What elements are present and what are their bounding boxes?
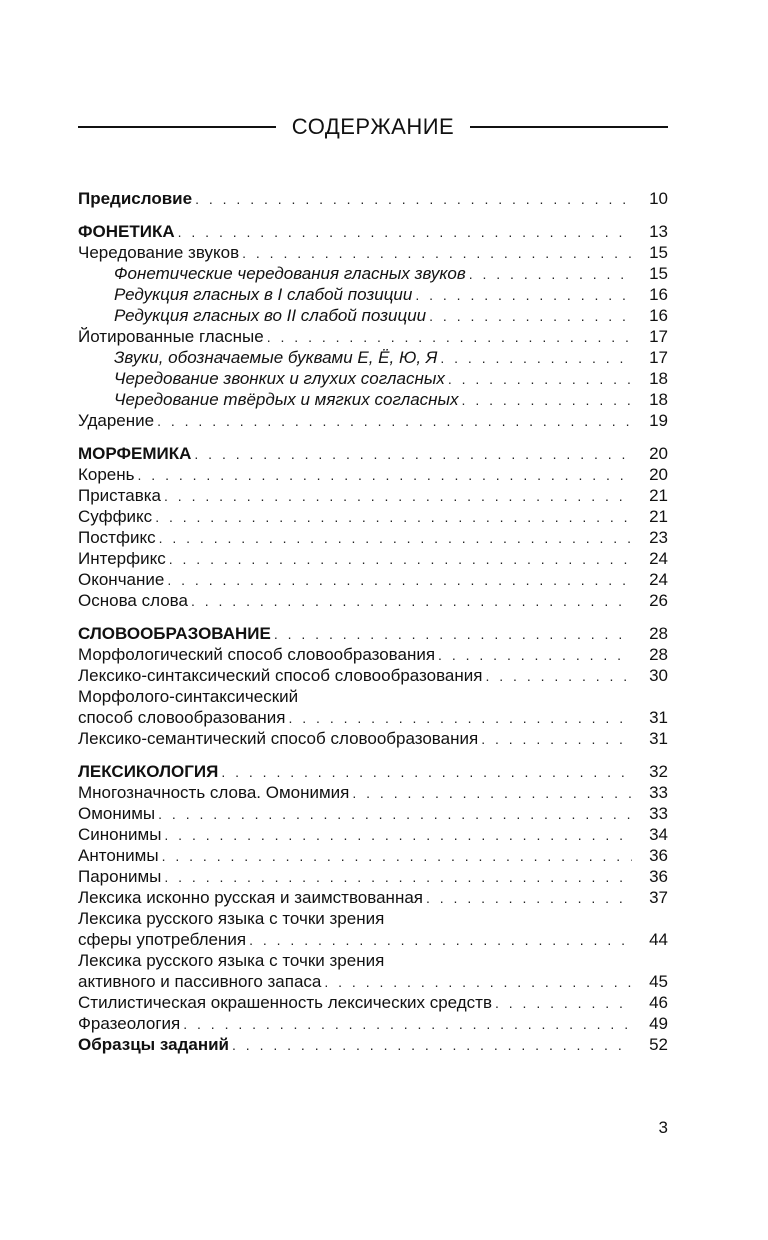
dot-leader bbox=[324, 972, 632, 993]
dot-leader bbox=[221, 762, 632, 783]
toc-entry bbox=[78, 347, 668, 368]
dot-leader bbox=[157, 411, 632, 432]
toc-entry-title: ФОНЕТИКА bbox=[78, 222, 175, 241]
dot-leader bbox=[438, 645, 632, 666]
toc-entry-page: 20 bbox=[649, 465, 668, 484]
toc-entry-page: 15 bbox=[649, 264, 668, 283]
toc-entry-title: Лексико-семантический способ словообразования bbox=[78, 729, 479, 748]
toc-entry-page: 28 bbox=[649, 624, 668, 643]
toc-entry-title: Основа слова bbox=[78, 591, 188, 610]
dot-leader bbox=[155, 507, 632, 528]
toc-entry-page: 52 bbox=[649, 1035, 668, 1054]
toc-entry bbox=[78, 326, 668, 347]
dot-leader bbox=[249, 930, 632, 951]
dot-leader bbox=[191, 591, 632, 612]
toc-entry-title: Окончание bbox=[78, 570, 165, 589]
toc-entry bbox=[78, 1013, 668, 1034]
header-rule-left bbox=[78, 126, 276, 128]
toc-entry bbox=[78, 623, 668, 644]
toc-entry bbox=[78, 824, 668, 845]
toc-entry-title: Лексика русского языка с точки зрения bbox=[78, 909, 385, 928]
toc-entry-page: 49 bbox=[649, 1014, 668, 1033]
toc-entry-title: Ударение bbox=[78, 411, 155, 430]
toc-entry-title: Морфологический способ словообразования bbox=[78, 645, 436, 664]
toc-entry-page: 19 bbox=[649, 411, 668, 430]
toc-entry-page: 45 bbox=[649, 972, 668, 991]
toc-entry-page: 44 bbox=[649, 930, 668, 949]
toc-entry bbox=[78, 686, 668, 707]
toc-entry-title: Редукция гласных во II слабой позиции bbox=[114, 306, 427, 325]
toc-entry-page: 32 bbox=[649, 762, 668, 781]
toc-entry bbox=[78, 803, 668, 824]
toc-entry bbox=[78, 284, 668, 305]
toc-entry bbox=[78, 992, 668, 1013]
dot-leader bbox=[288, 708, 632, 729]
toc-entry-title: Синонимы bbox=[78, 825, 162, 844]
toc-entry-title: Чередование звуков bbox=[78, 243, 240, 262]
toc-entry-title: Звуки, обозначаемые буквами Е, Ё, Ю, Я bbox=[114, 348, 438, 367]
toc-entry bbox=[78, 548, 668, 569]
toc-entry-page: 33 bbox=[649, 783, 668, 802]
toc-entry-page: 28 bbox=[649, 645, 668, 664]
toc-entry bbox=[78, 188, 668, 209]
toc-entry-page: 34 bbox=[649, 825, 668, 844]
toc-entry bbox=[78, 971, 668, 992]
toc-entry bbox=[78, 782, 668, 803]
toc-entry-title: ЛЕКСИКОЛОГИЯ bbox=[78, 762, 219, 781]
toc-entry-page: 26 bbox=[649, 591, 668, 610]
toc-entry bbox=[78, 887, 668, 908]
dot-leader bbox=[164, 486, 632, 507]
toc-entry-title: Образцы заданий bbox=[78, 1035, 230, 1054]
dot-leader bbox=[169, 549, 632, 570]
toc-entry bbox=[78, 242, 668, 263]
page-title: СОДЕРЖАНИЕ bbox=[291, 114, 455, 139]
toc-entry bbox=[78, 665, 668, 686]
toc-entry-page: 16 bbox=[649, 285, 668, 304]
toc-entry-title: Фразеология bbox=[78, 1014, 181, 1033]
toc-entry bbox=[78, 845, 668, 866]
toc-entry-title: Суффикс bbox=[78, 507, 153, 526]
toc-entry bbox=[78, 728, 668, 749]
toc-entry bbox=[78, 1034, 668, 1055]
toc-entry-title: способ словообразования bbox=[78, 708, 286, 727]
toc-entry bbox=[78, 506, 668, 527]
toc-entry-page: 33 bbox=[649, 804, 668, 823]
toc-entry-title: Лексико-синтаксический способ словообразования bbox=[78, 666, 483, 685]
toc-entry-title: сферы употребления bbox=[78, 930, 247, 949]
toc-entry-page: 36 bbox=[649, 846, 668, 865]
toc-entry-page: 46 bbox=[649, 993, 668, 1012]
dot-leader bbox=[164, 867, 632, 888]
toc-entry-page: 17 bbox=[649, 327, 668, 346]
page-number: 3 bbox=[658, 1118, 668, 1137]
toc-entry bbox=[78, 707, 668, 728]
toc-entry bbox=[78, 485, 668, 506]
dot-leader bbox=[469, 264, 632, 285]
toc-entry-title: Приставка bbox=[78, 486, 162, 505]
toc-entry bbox=[78, 464, 668, 485]
dot-leader bbox=[167, 570, 632, 591]
toc-entry-page: 24 bbox=[649, 570, 668, 589]
toc-entry bbox=[78, 866, 668, 887]
toc-entry-page: 10 bbox=[649, 189, 668, 208]
dot-leader bbox=[481, 729, 632, 750]
toc-entry-page: 17 bbox=[649, 348, 668, 367]
dot-leader bbox=[162, 846, 632, 867]
toc-entry-title: СЛОВООБРАЗОВАНИЕ bbox=[78, 624, 271, 643]
toc-entry bbox=[78, 263, 668, 284]
dot-leader bbox=[138, 465, 632, 486]
toc-entry-title: Постфикс bbox=[78, 528, 156, 547]
toc-entry bbox=[78, 644, 668, 665]
dot-leader bbox=[232, 1035, 632, 1056]
dot-leader bbox=[429, 306, 632, 327]
toc-entry-page: 30 bbox=[649, 666, 668, 685]
toc-entry-page: 15 bbox=[649, 243, 668, 262]
toc-entry-title: Антонимы bbox=[78, 846, 159, 865]
toc-entry-page: 21 bbox=[649, 507, 668, 526]
toc-entry-title: Омонимы bbox=[78, 804, 156, 823]
toc-entry-page: 31 bbox=[649, 708, 668, 727]
toc-entry-page: 13 bbox=[649, 222, 668, 241]
dot-leader bbox=[274, 624, 632, 645]
dot-leader bbox=[495, 993, 632, 1014]
toc-entry bbox=[78, 761, 668, 782]
toc-entry-title: Корень bbox=[78, 465, 135, 484]
table-of-contents bbox=[78, 188, 668, 1055]
toc-entry-title: Редукция гласных в I слабой позиции bbox=[114, 285, 413, 304]
dot-leader bbox=[448, 369, 632, 390]
toc-entry-page: 16 bbox=[649, 306, 668, 325]
toc-entry-page: 21 bbox=[649, 486, 668, 505]
toc-entry bbox=[78, 590, 668, 611]
dot-leader bbox=[485, 666, 632, 687]
dot-leader bbox=[164, 825, 632, 846]
dot-leader bbox=[159, 528, 632, 549]
toc-entry-title: Многозначность слова. Омонимия bbox=[78, 783, 350, 802]
dot-leader bbox=[195, 189, 632, 210]
dot-leader bbox=[462, 390, 632, 411]
toc-entry-title: Стилистическая окрашенность лексических средств bbox=[78, 993, 492, 1012]
dot-leader bbox=[194, 444, 632, 465]
dot-leader bbox=[178, 222, 632, 243]
toc-entry-page: 18 bbox=[649, 390, 668, 409]
toc-entry bbox=[78, 569, 668, 590]
toc-entry-page: 36 bbox=[649, 867, 668, 886]
toc-entry-title: Интерфикс bbox=[78, 549, 166, 568]
toc-entry-page: 31 bbox=[649, 729, 668, 748]
toc-entry-title: Фонетические чередования гласных звуков bbox=[114, 264, 466, 283]
dot-leader bbox=[267, 327, 632, 348]
toc-entry bbox=[78, 950, 668, 971]
header-rule-right bbox=[470, 126, 668, 128]
dot-leader bbox=[440, 348, 632, 369]
toc-entry-title: Предисловие bbox=[78, 189, 193, 208]
dot-leader bbox=[242, 243, 632, 264]
dot-leader bbox=[183, 1014, 632, 1035]
toc-entry-title: Лексика исконно русская и заимствованная bbox=[78, 888, 423, 907]
toc-entry bbox=[78, 929, 668, 950]
dot-leader bbox=[426, 888, 632, 909]
toc-header bbox=[78, 110, 668, 144]
toc-entry bbox=[78, 221, 668, 242]
toc-entry-page: 23 bbox=[649, 528, 668, 547]
toc-entry bbox=[78, 527, 668, 548]
dot-leader bbox=[352, 783, 632, 804]
dot-leader bbox=[158, 804, 632, 825]
toc-entry-page: 37 bbox=[649, 888, 668, 907]
toc-entry bbox=[78, 305, 668, 326]
toc-entry-title: Чередование звонких и глухих согласных bbox=[114, 369, 445, 388]
toc-entry bbox=[78, 410, 668, 431]
dot-leader bbox=[415, 285, 632, 306]
toc-entry-page: 20 bbox=[649, 444, 668, 463]
toc-entry-page: 24 bbox=[649, 549, 668, 568]
toc-entry-title: Йотированные гласные bbox=[78, 327, 264, 346]
toc-entry bbox=[78, 389, 668, 410]
toc-entry bbox=[78, 908, 668, 929]
toc-entry-page: 18 bbox=[649, 369, 668, 388]
toc-entry-title: Чередование твёрдых и мягких согласных bbox=[114, 390, 459, 409]
toc-entry-title: МОРФЕМИКА bbox=[78, 444, 192, 463]
toc-entry-title: Лексика русского языка с точки зрения bbox=[78, 951, 385, 970]
toc-entry bbox=[78, 368, 668, 389]
toc-entry bbox=[78, 443, 668, 464]
toc-entry-title: Паронимы bbox=[78, 867, 162, 886]
toc-entry-title: Морфолого-синтаксический bbox=[78, 687, 299, 706]
toc-entry-title: активного и пассивного запаса bbox=[78, 972, 322, 991]
